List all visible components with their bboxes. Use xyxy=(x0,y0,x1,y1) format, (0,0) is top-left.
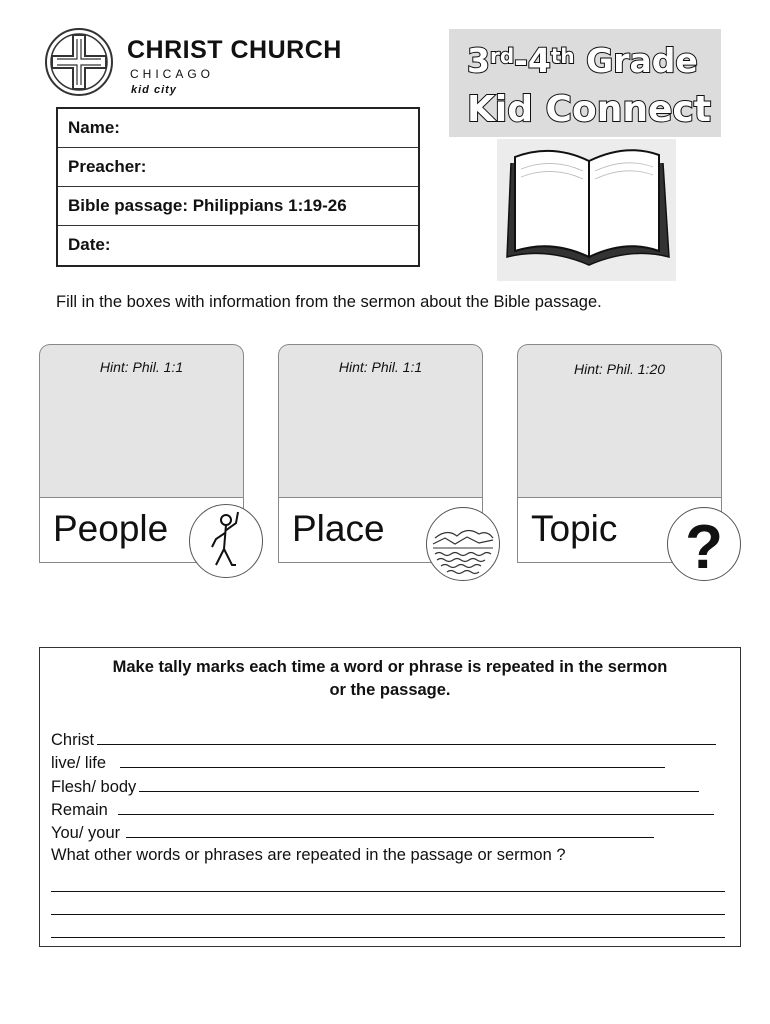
tally-instructions: Make tally marks each time a word or phrase is repeated in the sermon or the passage. xyxy=(112,658,668,699)
place-answer-box[interactable] xyxy=(278,344,483,498)
answer-line[interactable] xyxy=(51,937,725,938)
answer-line[interactable] xyxy=(51,914,725,915)
tally-row-live-life: live/ life xyxy=(51,751,665,773)
tally-box xyxy=(39,647,741,947)
name-field[interactable]: Name: xyxy=(58,109,418,148)
topic-card xyxy=(517,344,723,580)
topic-answer-box[interactable] xyxy=(517,344,722,498)
stick-figure-icon xyxy=(189,504,263,578)
church-name: CHRIST CHURCH xyxy=(127,36,342,64)
tally-blank-remain[interactable] xyxy=(118,798,714,815)
tally-blank-live-life[interactable] xyxy=(120,751,665,768)
tally-blank-christ[interactable] xyxy=(97,728,716,745)
tally-blank-flesh-body[interactable] xyxy=(139,775,699,792)
tally-question: What other words or phrases are repeated in the passage or sermon ? xyxy=(51,846,566,864)
grade-banner xyxy=(449,29,721,137)
people-answer-box[interactable] xyxy=(39,344,244,498)
tally-row-christ: Christ xyxy=(51,728,716,750)
preacher-field[interactable]: Preacher: xyxy=(58,148,418,187)
open-bible-icon xyxy=(497,139,676,281)
date-field[interactable]: Date: xyxy=(68,235,111,254)
question-mark-icon xyxy=(667,507,741,581)
place-card xyxy=(278,344,483,562)
place-label: Place xyxy=(292,508,385,549)
tally-row-remain: Remain xyxy=(51,798,714,820)
info-table xyxy=(56,107,420,267)
place-hint: Hint: Phil. 1:1 xyxy=(338,359,423,375)
tally-row-you-your: You/ your xyxy=(51,821,654,843)
topic-label: Topic xyxy=(531,508,618,549)
landscape-icon xyxy=(426,507,500,581)
bible-passage-field[interactable]: Bible passage: Philippians 1:19-26 xyxy=(58,187,418,226)
people-label: People xyxy=(53,508,169,549)
church-sub-brand: kid city xyxy=(131,84,177,96)
church-logo-icon xyxy=(44,27,114,97)
people-hint: Hint: Phil. 1:1 xyxy=(99,359,184,375)
grade-title: 3rd-4th Grade xyxy=(467,41,698,80)
church-city: CHICAGO xyxy=(130,67,215,81)
tally-blank-you-your[interactable] xyxy=(126,821,654,838)
instructions-text: Fill in the boxes with information from the sermon about the Bible passage. xyxy=(56,293,602,311)
people-card xyxy=(39,344,244,562)
svg-text:?: ? xyxy=(685,513,723,580)
tally-row-flesh-body: Flesh/ body xyxy=(51,775,699,797)
answer-line[interactable] xyxy=(51,891,725,892)
program-title: Kid Connect xyxy=(467,89,711,130)
topic-hint: Hint: Phil. 1:20 xyxy=(573,361,666,377)
